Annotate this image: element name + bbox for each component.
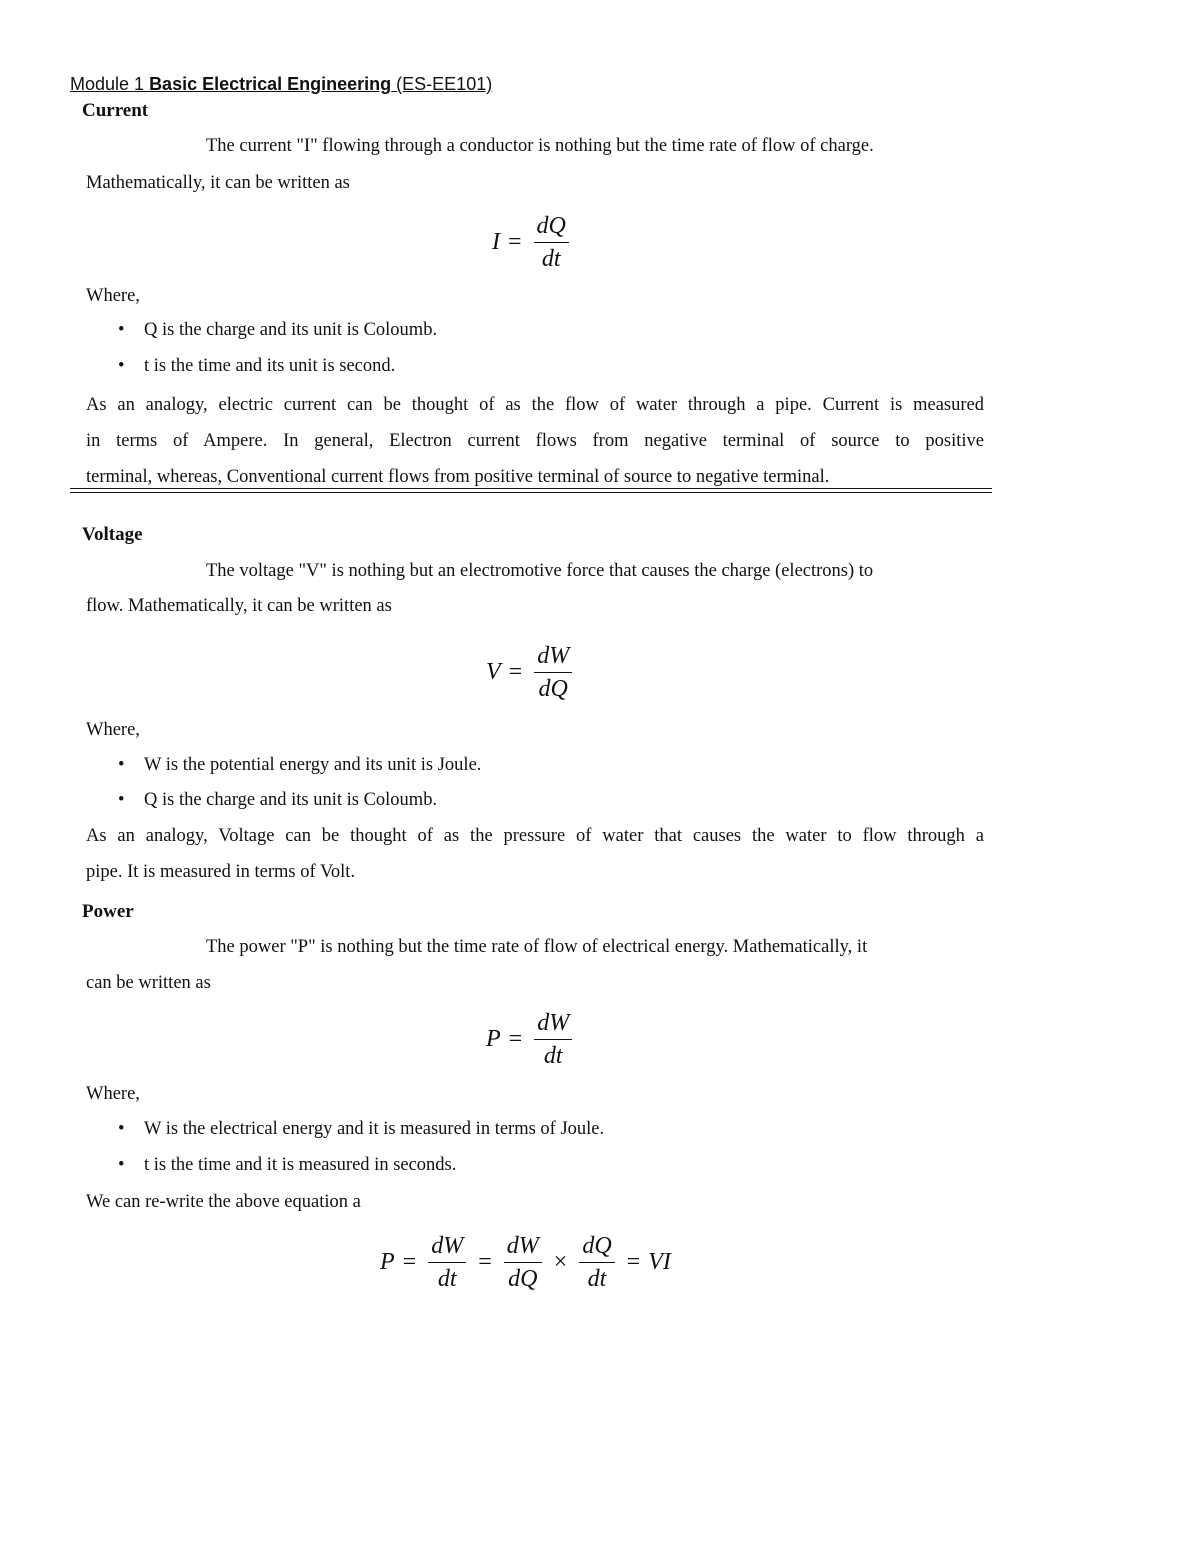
current-equation — [492, 212, 573, 273]
equals-sign: = — [508, 659, 523, 685]
current-analogy — [86, 387, 984, 495]
voltage-where: Where, — [86, 720, 140, 740]
current-math-line: Mathematically, it can be written as — [86, 173, 350, 193]
voltage-intro: The voltage "V" is nothing but an electromotive force that causes the charge (electrons) to — [206, 561, 874, 581]
current-intro: The current "I" flowing through a conductor is nothing but the time rate of flow of charge. — [206, 136, 874, 156]
numerator: dW — [534, 642, 572, 673]
denominator: dQ — [508, 1266, 538, 1292]
list-item — [118, 790, 437, 811]
list-item-text: Q is the charge and its unit is Coloumb. — [144, 320, 438, 340]
denominator: dQ — [538, 676, 568, 702]
eq-lhs: V — [486, 659, 501, 685]
divider — [70, 492, 992, 493]
list-item-text: Q is the charge and its unit is Coloumb. — [144, 790, 438, 810]
power-equation — [486, 1009, 576, 1070]
denominator: dt — [541, 246, 561, 272]
denominator: dt — [437, 1266, 457, 1292]
bullet-icon: • — [118, 1155, 125, 1175]
bullet-icon: • — [118, 1119, 125, 1139]
equals-sign: = — [626, 1249, 641, 1275]
paragraph-line: pipe. It is measured in terms of Volt. — [86, 862, 356, 882]
list-item — [118, 755, 481, 776]
voltage-heading: Voltage — [82, 524, 143, 545]
denominator: dt — [587, 1266, 607, 1292]
bullet-icon: • — [118, 356, 125, 376]
fraction — [534, 642, 572, 703]
list-item-text: t is the time and its unit is second. — [144, 356, 396, 376]
current-heading: Current — [82, 100, 149, 121]
power-expanded-equation — [380, 1232, 671, 1293]
fraction — [534, 1009, 572, 1070]
eq-lhs: P — [380, 1249, 395, 1275]
paragraph-line: terminal, whereas, Conventional current flows from positive terminal of source to negative terminal. — [86, 467, 830, 487]
bullet-icon: • — [118, 755, 125, 775]
equals-sign: = — [478, 1249, 492, 1275]
power-intro-2: can be written as — [86, 973, 211, 993]
header-code: (ES-EE101) — [391, 74, 493, 94]
page-header — [70, 74, 492, 95]
numerator: dW — [428, 1232, 466, 1263]
list-item-text: W is the potential energy and its unit is Joule. — [144, 755, 482, 775]
list-item — [118, 1119, 604, 1140]
numerator: dW — [534, 1009, 572, 1040]
bullet-icon: • — [118, 790, 125, 810]
power-heading: Power — [82, 901, 134, 922]
equals-sign: = — [402, 1249, 417, 1275]
equals-sign: = — [508, 1026, 523, 1052]
eq-lhs: I — [492, 229, 500, 255]
voltage-equation — [486, 642, 576, 703]
voltage-analogy — [86, 818, 984, 890]
paragraph-line: As an analogy, electric current can be thought of as the flow of water through a pipe. Current is measured — [86, 395, 984, 415]
list-item-text: t is the time and it is measured in seconds. — [144, 1155, 457, 1175]
fraction — [579, 1232, 614, 1293]
denominator: dt — [543, 1043, 563, 1069]
fraction — [534, 212, 569, 273]
header-title: Basic Electrical Engineering — [149, 74, 392, 94]
paragraph-line: As an analogy, Voltage can be thought of as the pressure of water that causes the water to flow through a — [86, 826, 984, 846]
list-item — [118, 1155, 456, 1176]
times-sign: × — [553, 1249, 568, 1275]
power-where: Where, — [86, 1084, 140, 1104]
list-item — [118, 356, 395, 377]
numerator: dQ — [534, 212, 569, 243]
numerator: dW — [504, 1232, 542, 1263]
power-rewrite: We can re-write the above equation a — [86, 1192, 361, 1212]
voltage-intro-2: flow. Mathematically, it can be written as — [86, 596, 392, 616]
divider — [70, 488, 992, 489]
fraction — [428, 1232, 466, 1293]
paragraph-line: in terms of Ampere. In general, Electron current flows from negative terminal of source to positive — [86, 431, 984, 451]
current-where: Where, — [86, 286, 140, 306]
power-intro: The power "P" is nothing but the time rate of flow of electrical energy. Mathematically, it — [206, 937, 868, 957]
eq-rhs: VI — [648, 1249, 671, 1275]
equals-sign: = — [508, 229, 522, 255]
fraction — [504, 1232, 542, 1293]
list-item — [118, 320, 437, 341]
header-prefix: Module 1 — [70, 74, 150, 94]
eq-lhs: P — [486, 1026, 501, 1052]
list-item-text: W is the electrical energy and it is measured in terms of Joule. — [144, 1119, 605, 1139]
numerator: dQ — [579, 1232, 614, 1263]
bullet-icon: • — [118, 320, 125, 340]
